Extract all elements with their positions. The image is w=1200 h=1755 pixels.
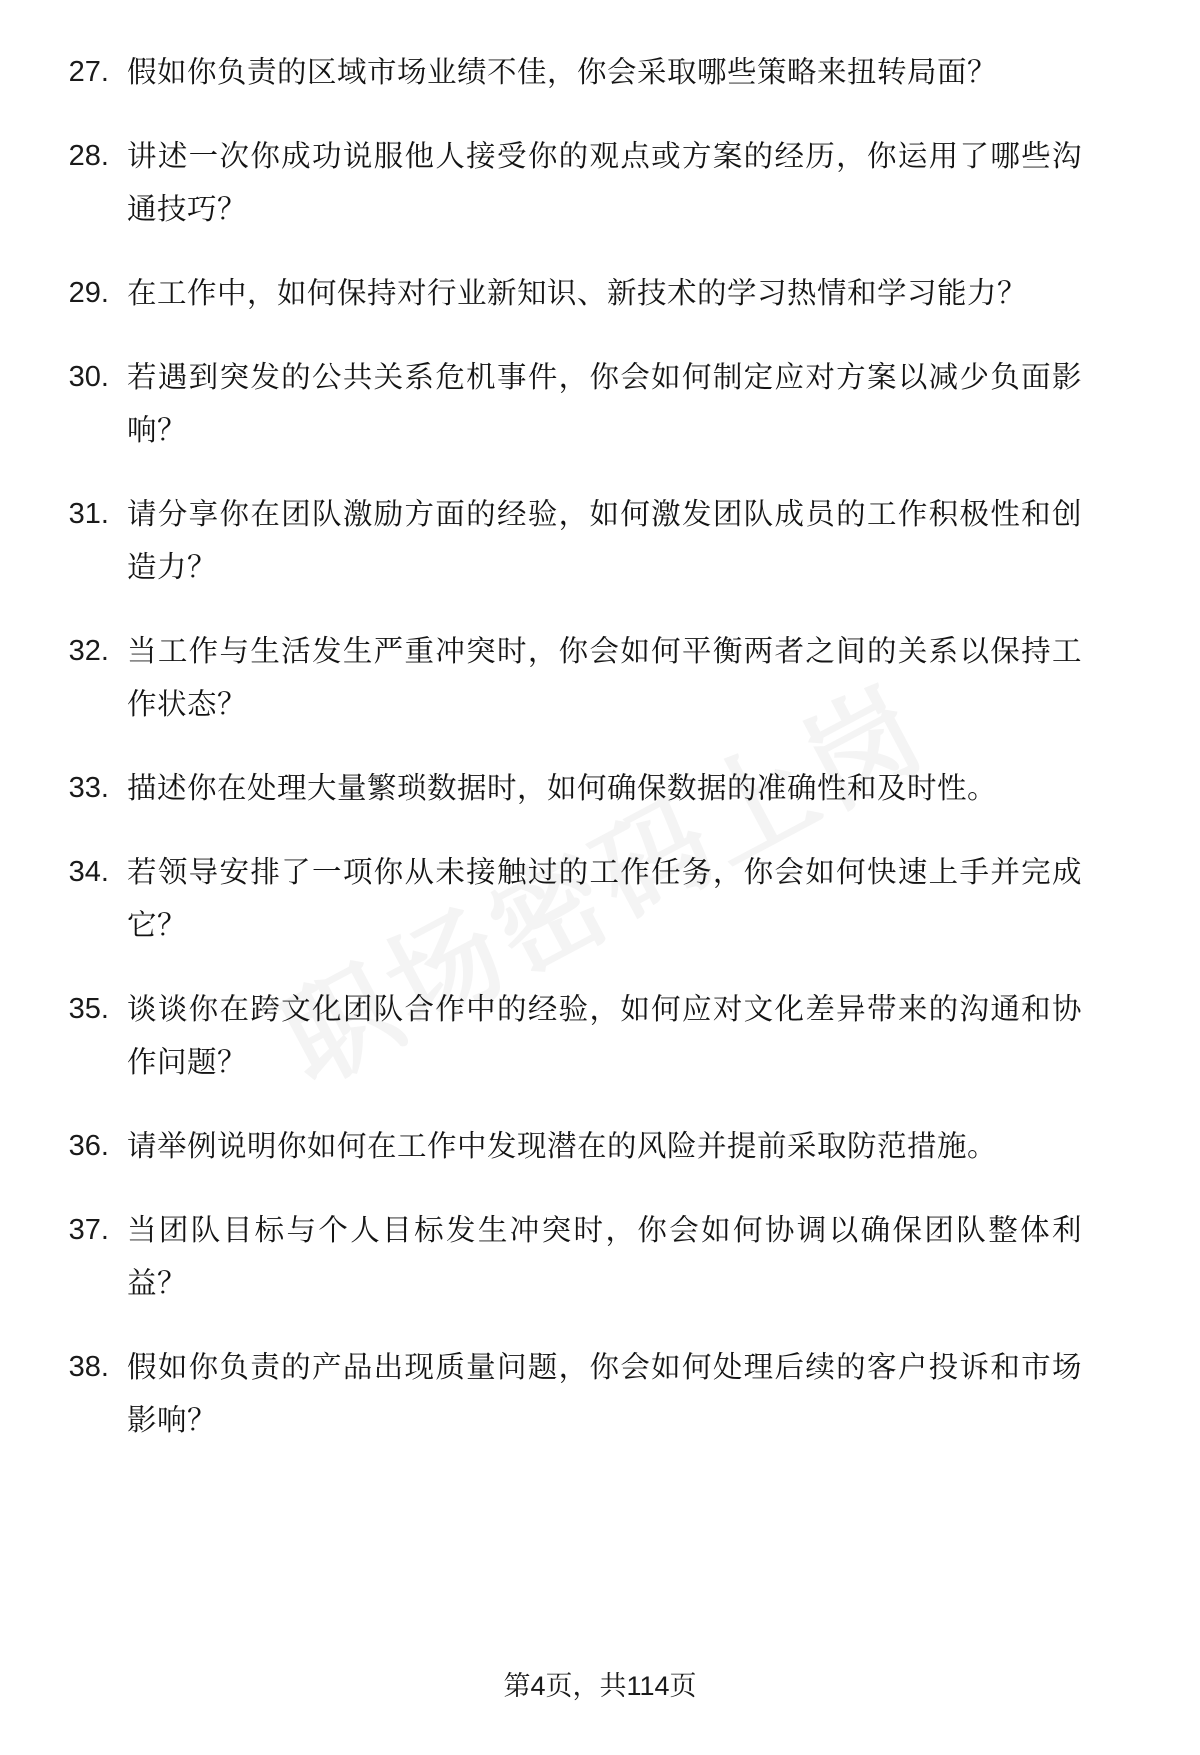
question-text: 请举例说明你如何在工作中发现潜在的风险并提前采取防范措施。: [127, 1130, 998, 1163]
question-text: 在工作中，如何保持对行业新知识、新技术的学习热情和学习能力？: [127, 277, 1028, 310]
question-text: 谈谈你在跨文化团队合作中的经验，如何应对文化差异带来的沟通和协作问题？: [127, 993, 1082, 1079]
question-text: 若遇到突发的公共关系危机事件，你会如何制定应对方案以减少负面影响？: [127, 361, 1082, 447]
question-text: 当团队目标与个人目标发生冲突时，你会如何协调以确保团队整体利益？: [127, 1214, 1082, 1300]
list-item: [55, 1341, 1082, 1447]
list-item: [55, 130, 1082, 236]
question-number: 31.: [68, 498, 109, 530]
question-number: 29.: [68, 277, 109, 309]
list-item: [55, 846, 1082, 952]
list-item: [55, 983, 1082, 1089]
question-text: 讲述一次你成功说服他人接受你的观点或方案的经历，你运用了哪些沟通技巧？: [127, 140, 1082, 226]
question-number: 30.: [68, 361, 109, 393]
question-text: 请分享你在团队激励方面的经验，如何激发团队成员的工作积极性和创造力？: [127, 498, 1082, 584]
page-footer: 第4页，共114页: [503, 1671, 697, 1701]
list-item: [55, 625, 1082, 731]
question-text: 假如你负责的区域市场业绩不佳，你会采取哪些策略来扭转局面？: [127, 56, 998, 89]
question-text: 若领导安排了一项你从未接触过的工作任务，你会如何快速上手并完成它？: [127, 856, 1082, 942]
question-number: 35.: [68, 993, 109, 1025]
question-number: 33.: [68, 772, 109, 804]
question-text: 描述你在处理大量繁琐数据时，如何确保数据的准确性和及时性。: [127, 772, 998, 805]
question-number: 36.: [68, 1130, 109, 1162]
question-text: 当工作与生活发生严重冲突时，你会如何平衡两者之间的关系以保持工作状态？: [127, 635, 1082, 721]
question-list: [55, 46, 1082, 1447]
list-item: [55, 351, 1082, 457]
list-item: [55, 267, 1082, 320]
question-number: 38.: [68, 1351, 109, 1383]
list-item: [55, 46, 1082, 99]
list-item: [55, 762, 1082, 815]
list-item: [55, 1120, 1082, 1173]
question-text: 假如你负责的产品出现质量问题，你会如何处理后续的客户投诉和市场影响？: [127, 1351, 1082, 1437]
list-item: [55, 488, 1082, 594]
question-number: 27.: [68, 56, 109, 88]
question-number: 28.: [68, 140, 109, 172]
list-item: [55, 1204, 1082, 1310]
question-number: 37.: [68, 1214, 109, 1246]
question-number: 32.: [68, 635, 109, 667]
question-number: 34.: [68, 856, 109, 888]
